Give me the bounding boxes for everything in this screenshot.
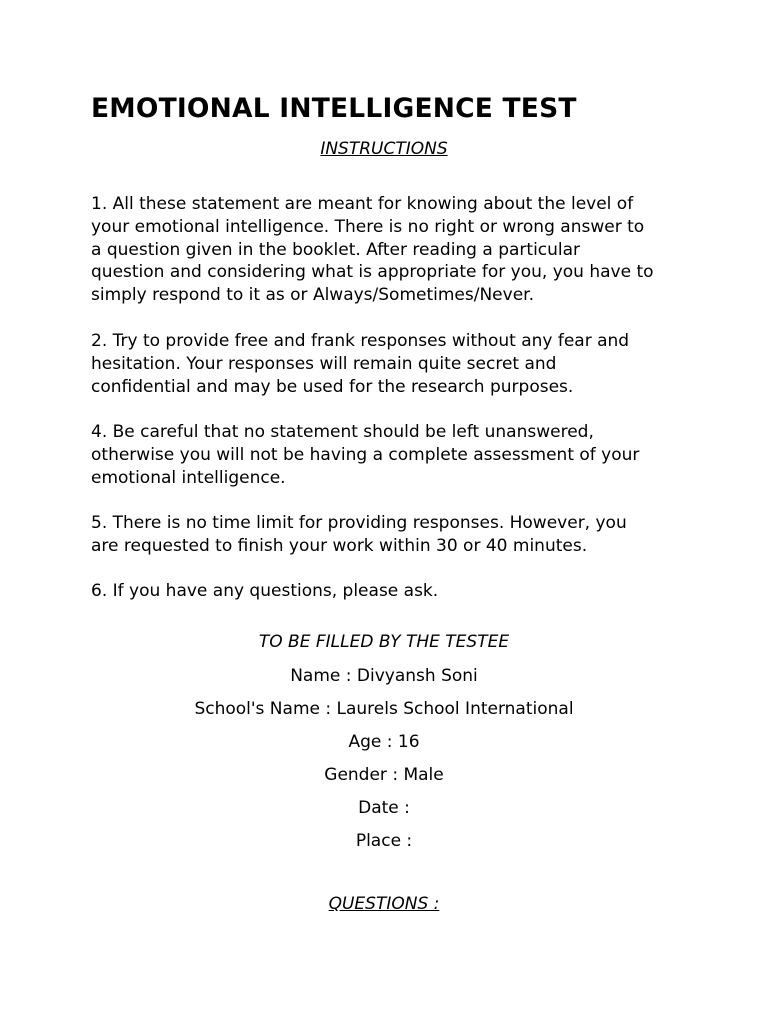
testee-name-field: Name : Divyansh Soni — [290, 666, 478, 686]
instruction-item-1 — [91, 193, 681, 307]
testee-age-field: Age : 16 — [348, 732, 420, 752]
instruction-line: 6. If you have any questions, please ask. — [91, 581, 439, 601]
instruction-line: simply respond to it as or Always/Sometimes/Never. — [91, 285, 534, 305]
testee-date-field: Date : — [358, 798, 410, 818]
instruction-line: question and considering what is appropriate for you, you have to — [91, 262, 654, 283]
instruction-line: 2. Try to provide free and frank responses without any fear and — [91, 331, 630, 351]
document-title: EMOTIONAL INTELLIGENCE TEST — [91, 93, 577, 124]
instruction-line: a question given in the booklet. After reading a particular — [91, 239, 581, 260]
testee-heading: TO BE FILLED BY THE TESTEE — [258, 632, 510, 652]
instruction-item-5 — [91, 512, 681, 558]
instruction-line: confidential and may be used for the research purposes. — [91, 376, 574, 397]
instruction-item-6 — [91, 580, 681, 603]
instructions-heading: INSTRUCTIONS — [320, 139, 448, 159]
instruction-item-4 — [91, 421, 681, 489]
testee-school-field: School's Name : Laurels School International — [194, 699, 574, 719]
instruction-line: 5. There is no time limit for providing responses. However, you — [91, 513, 627, 533]
questions-heading: QUESTIONS : — [328, 894, 440, 914]
instruction-line: otherwise you will not be having a complete assessment of your — [91, 444, 640, 465]
testee-place-field: Place : — [355, 831, 413, 851]
instruction-line: your emotional intelligence. There is no right or wrong answer to — [91, 216, 645, 237]
instruction-line: are requested to finish your work within 30 or 40 minutes. — [91, 535, 588, 556]
instruction-line: 1. All these statement are meant for knowing about the level of — [91, 194, 634, 214]
instruction-line: 4. Be careful that no statement should be left unanswered, — [91, 422, 594, 442]
instruction-line: hesitation. Your responses will remain quite secret and — [91, 353, 557, 374]
instruction-item-2 — [91, 330, 681, 398]
testee-gender-field: Gender : Male — [324, 765, 444, 785]
instruction-line: emotional intelligence. — [91, 467, 286, 488]
